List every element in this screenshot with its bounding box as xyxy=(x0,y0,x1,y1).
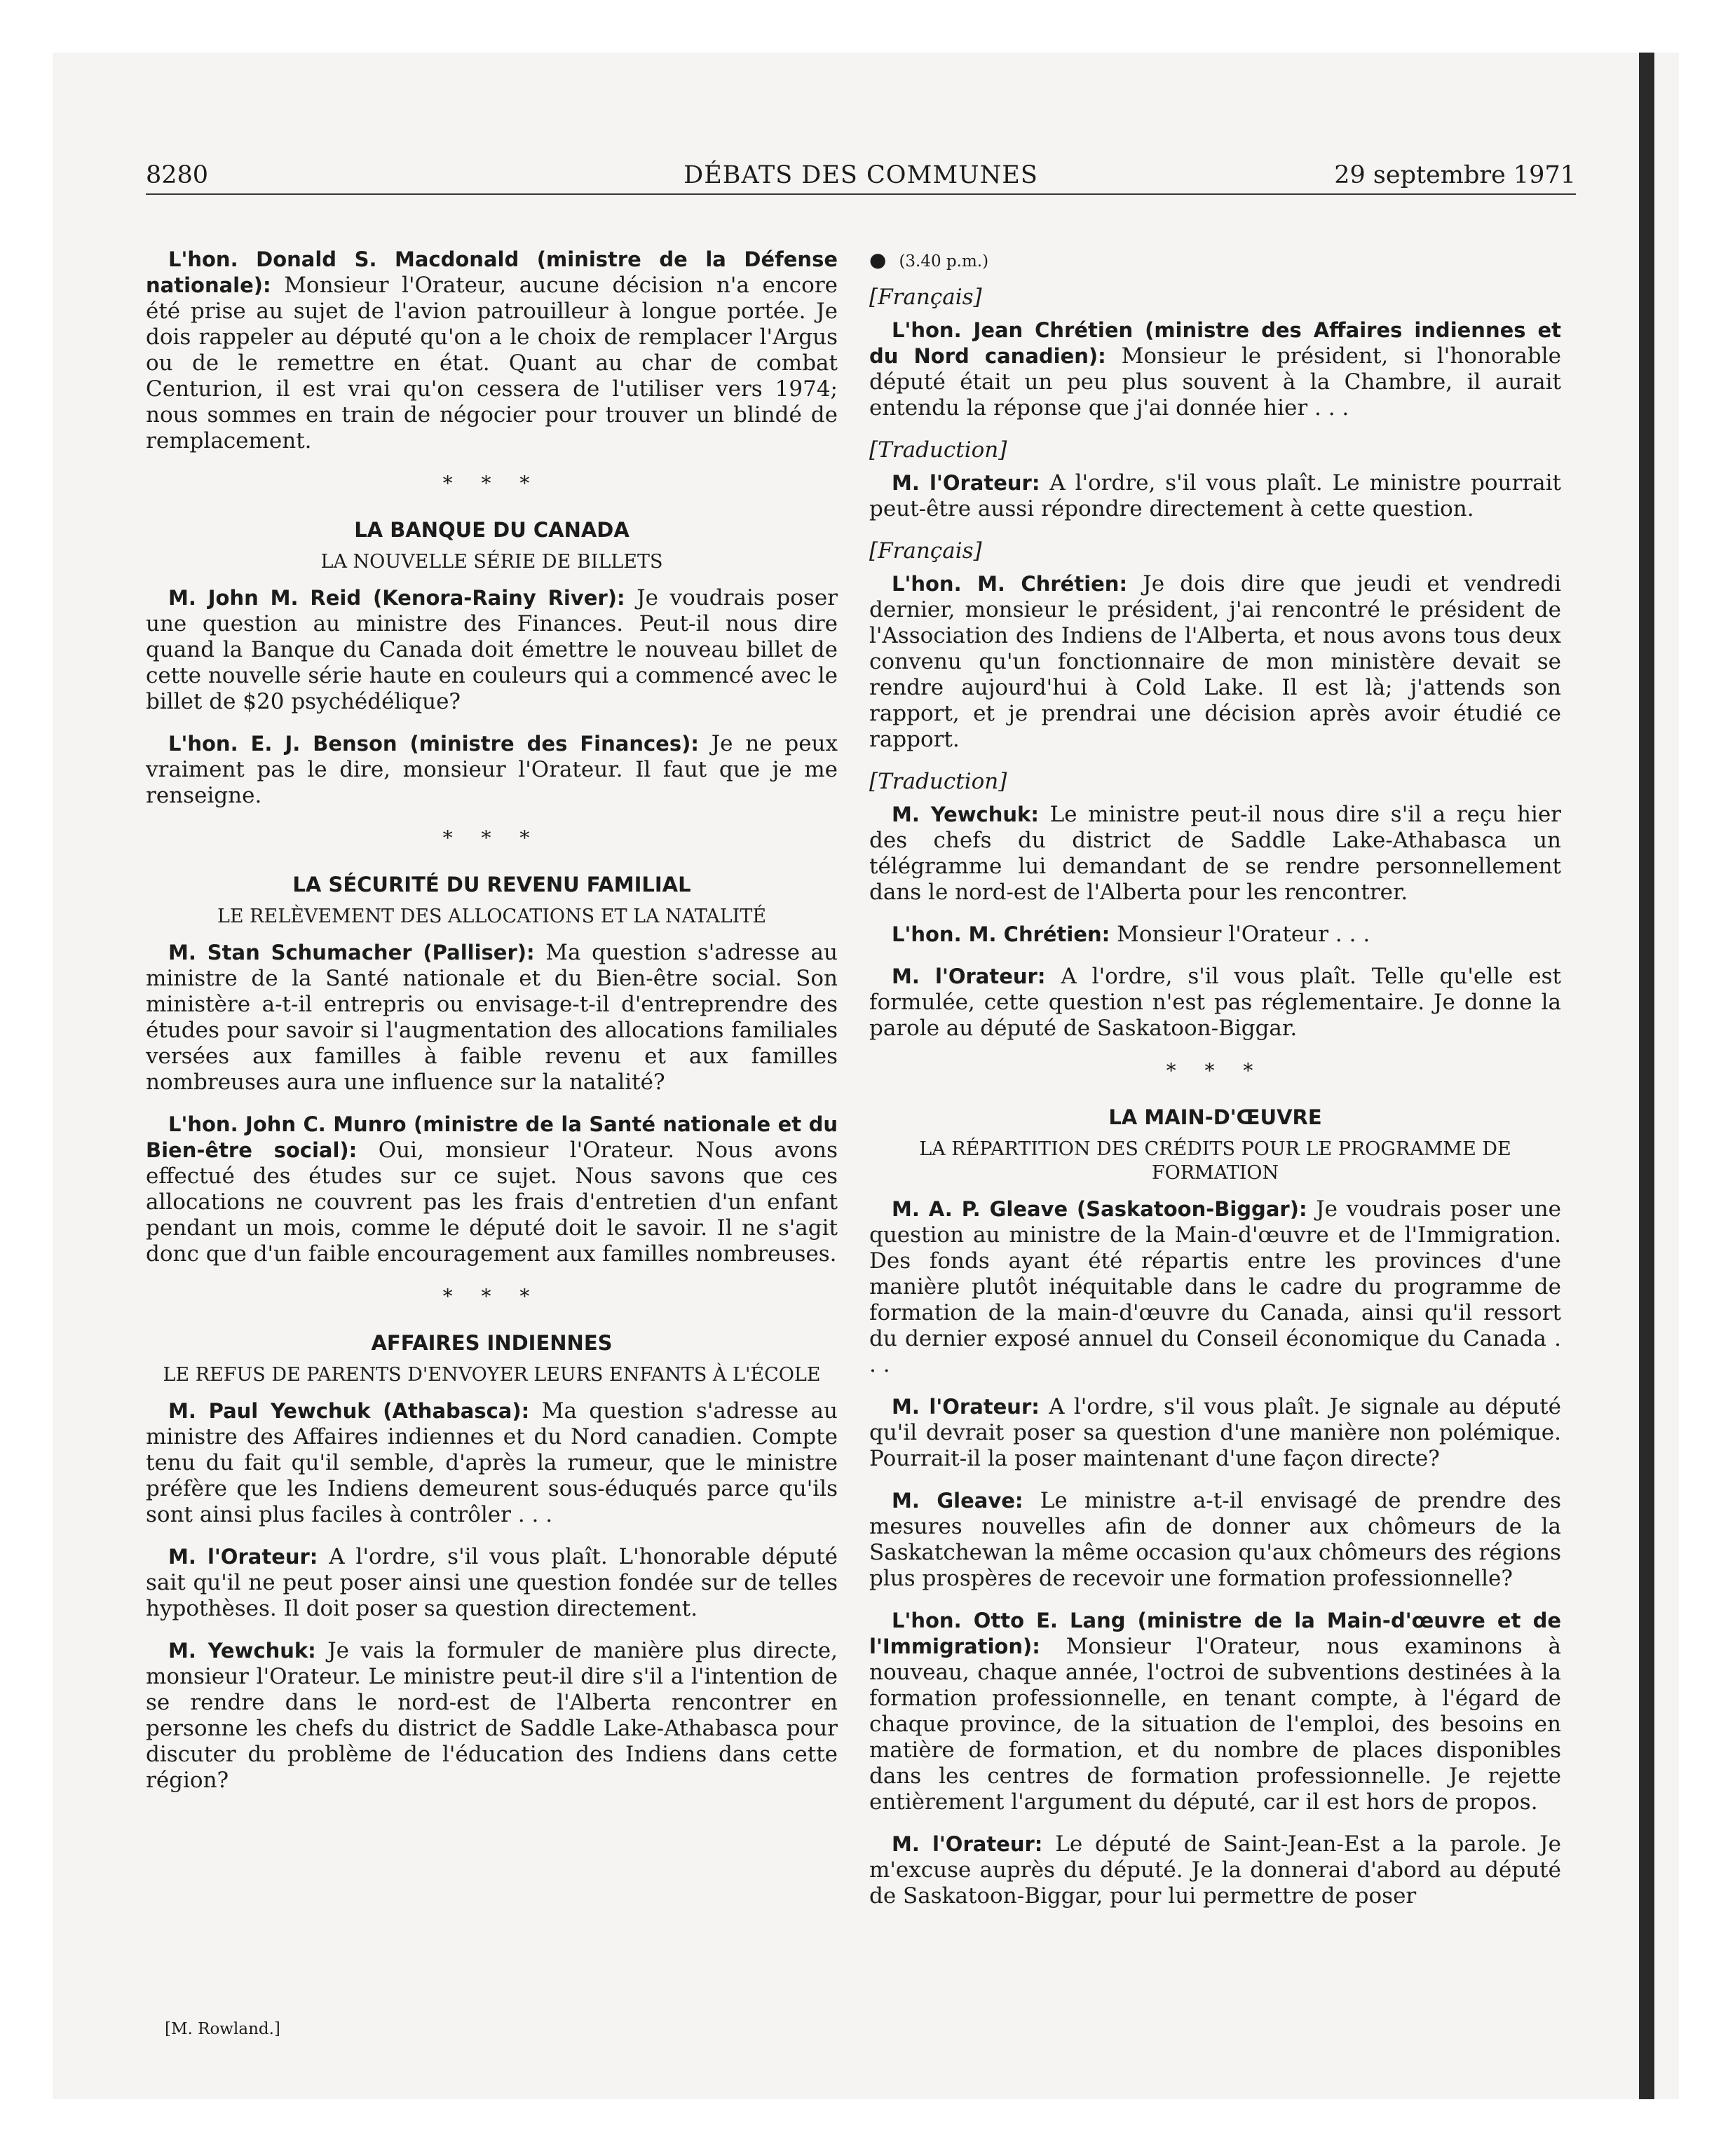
language-marker: [Français] xyxy=(869,538,982,564)
language-marker: [Traduction] xyxy=(869,437,1007,463)
speaker-name: M. l'Orateur: xyxy=(892,1395,1040,1419)
section-subheading: LE REFUS DE PARENTS D'ENVOYER LEURS ENFANTS À L'ÉCOLE xyxy=(163,1364,821,1386)
speech-paragraph xyxy=(869,1831,1561,1909)
speech-text: Je dois dire que jeudi et vendredi dernier, monsieur le président, j'ai rencontré le président de l'Association des Indiens de l'Alberta, et nous avons tous deux convenu qu'un fonctionnaire de mon ministère devait se rendre aujourd'hui à Cold Lake. Il est là; j'attends son rapport, et je prendrai une décision après avoir étudié ce rapport. xyxy=(869,571,1561,752)
section-separator: * * * xyxy=(442,826,541,850)
speech-text: A l'ordre, s'il vous plaît. L'honorable député sait qu'il ne peut poser ainsi une question fondée sur de telles hypothèses. Il doit poser sa question directement. xyxy=(146,1544,838,1621)
bullet-icon: ● xyxy=(869,248,887,271)
speech-text: Le ministre peut-il nous dire s'il a reçu hier des chefs du district de Saddle Lake-Athabasca un télégramme lui demandant de se rendre personnellement dans le nord-est de l'Alberta pour les rencontrer. xyxy=(869,802,1561,905)
speech-text: Je vais la formuler de manière plus directe, monsieur l'Orateur. Le ministre peut-il dire s'il a l'intention de se rendre dans le nord-est de l'Alberta rencontrer en personne les chefs du district de Saddle Lake-Athabasca pour discuter du problème de l'éducation des Indiens dans cette région? xyxy=(146,1638,838,1793)
time-text: (3.40 p.m.) xyxy=(899,252,989,271)
speech-paragraph xyxy=(146,1398,838,1528)
speech-paragraph xyxy=(869,470,1561,522)
speech-text: Je ne peux vraiment pas le dire, monsieur l'Orateur. Il faut que je me renseigne. xyxy=(146,731,838,808)
section-heading: LA SÉCURITÉ DU REVENU FAMILIAL xyxy=(292,873,691,896)
section-heading: AFFAIRES INDIENNES xyxy=(371,1331,613,1355)
speaker-name: M. l'Orateur: xyxy=(168,1545,318,1569)
section-heading: LA BANQUE DU CANADA xyxy=(354,518,630,542)
speaker-name: M. l'Orateur: xyxy=(892,1832,1043,1856)
speaker-name: L'hon. M. Chrétien: xyxy=(892,922,1110,946)
section-heading: LA MAIN-D'ŒUVRE xyxy=(1108,1105,1322,1129)
speaker-name: L'hon. E. J. Benson (ministre des Finances): xyxy=(168,732,699,756)
speaker-name: M. Yewchuk: xyxy=(892,803,1039,826)
speech-text: Monsieur l'Orateur . . . xyxy=(1117,922,1370,947)
speaker-name: L'hon. Jean Chrétien (ministre des Affaires indiennes et du Nord canadien): xyxy=(869,318,1561,368)
speaker-name: M. Stan Schumacher (Palliser): xyxy=(168,941,535,964)
speaker-name: M. l'Orateur: xyxy=(892,964,1046,988)
speech-paragraph xyxy=(869,571,1561,753)
speech-paragraph xyxy=(869,922,1561,948)
speech-text: Ma question s'adresse au ministre de la Santé nationale et du Bien-être social. Son ministère a-t-il entrepris ou envisage-t-il d'entreprendre des études pour savoir si l'augmentation des allocations familiales versées aux familles à faible revenu et aux familles nombreuses aura une influence sur la natalité? xyxy=(146,940,838,1095)
speech-paragraph xyxy=(869,1608,1561,1815)
speaker-name: L'hon. M. Chrétien: xyxy=(892,572,1128,596)
speaker-name: M. l'Orateur: xyxy=(892,471,1040,495)
page-number: 8280 xyxy=(146,161,209,189)
speech-paragraph xyxy=(869,1196,1561,1378)
speech-text: Le député de Saint-Jean-Est a la parole. Je m'excuse auprès du député. Je la donnerai d'abord au député de Saskatoon-Biggar, pour lui permettre de poser xyxy=(869,1831,1561,1909)
speaker-name: M. A. P. Gleave (Saskatoon-Biggar): xyxy=(892,1197,1307,1221)
left-column xyxy=(146,247,838,1810)
right-column xyxy=(869,247,1561,1925)
section-separator: * * * xyxy=(1166,1059,1265,1082)
speech-paragraph xyxy=(869,964,1561,1042)
speech-text: Ma question s'adresse au ministre des Affaires indiennes et du Nord canadien. Compte tenu du fait qu'il semble, d'après la rumeur, que le ministre préfère que les Indiens demeurent sous-éduqués parce qu'ils sont ainsi plus faciles à contrôler . . . xyxy=(146,1398,838,1527)
speech-text: A l'ordre, s'il vous plaît. Le ministre pourrait peut-être aussi répondre directement à cette question. xyxy=(869,470,1562,521)
speech-text: Monsieur l'Orateur, nous examinons à nouveau, chaque année, l'octroi de subventions destinées à la formation professionnelle, en tenant compte, à l'égard de chaque province, de la situation de l'emploi, des besoins en matière de formation, et du nombre de places disponibles dans les centres de formation professionnelle. Je rejette entièrement l'argument du député, car il est hors de propos. xyxy=(869,1634,1561,1815)
speech-paragraph xyxy=(869,318,1561,421)
time-marker xyxy=(869,247,1561,275)
speaker-name: L'hon. Donald S. Macdonald (ministre de la Défense nationale): xyxy=(146,247,838,297)
speech-text: Je voudrais poser une question au ministre de la Main-d'œuvre et de l'Immigration. Des fonds ayant été répartis entre les provinces d'une manière plutôt inéquitable dans le cadre du programme de formation de la main-d'œuvre du Canada, ainsi qu'il ressort du dernier exposé annuel du Conseil économique du Canada . . . xyxy=(869,1196,1561,1377)
speech-paragraph xyxy=(146,1638,838,1794)
speaker-name: L'hon. John C. Munro (ministre de la Santé nationale et du Bien-être social): xyxy=(146,1112,838,1162)
page-header xyxy=(146,160,1576,195)
speaker-name: M. Gleave: xyxy=(892,1489,1023,1513)
speech-paragraph xyxy=(146,731,838,809)
speech-paragraph xyxy=(869,1394,1561,1472)
speech-text: A l'ordre, s'il vous plaît. Telle qu'elle est formulée, cette question n'est pas réglementaire. Je donne la parole au député de Saskatoon-Biggar. xyxy=(869,964,1562,1041)
page-date: 29 septembre 1971 xyxy=(1334,161,1576,189)
section-subheading: LA RÉPARTITION DES CRÉDITS POUR LE PROGRAMME DE FORMATION xyxy=(919,1138,1511,1184)
speech-text: Oui, monsieur l'Orateur. Nous avons effectué des études sur ce sujet. Nous savons que ces allocations ne couvrent pas les frais d'entretien d'un enfant pendant un mois, comme le député doit le savoir. Il ne s'agit donc que d'un faible encouragement aux familles nombreuses. xyxy=(146,1138,838,1267)
speech-paragraph xyxy=(146,940,838,1096)
speech-text: Monsieur l'Orateur, aucune décision n'a encore été prise au sujet de l'avion patrouilleur à longue portée. Je dois rappeler au député qu'on a le choix de remplacer l'Argus ou de le remettre en état. Quant au char de combat Centurion, il est vrai qu'on cessera de l'utiliser vers 1974; nous sommes en train de négocier pour trouver un blindé de remplacement. xyxy=(146,273,838,453)
language-marker: [Traduction] xyxy=(869,769,1007,794)
speech-paragraph xyxy=(869,1488,1561,1592)
speech-paragraph xyxy=(869,802,1561,906)
page-footer: [M. Rowland.] xyxy=(165,2020,280,2038)
language-marker: [Français] xyxy=(869,285,982,310)
speaker-name: L'hon. Otto E. Lang (ministre de la Main-d'œuvre et de l'Immigration): xyxy=(869,1609,1561,1658)
section-separator: * * * xyxy=(442,472,541,495)
speech-text: Je voudrais poser une question au ministre des Finances. Peut-il nous dire quand la Banque du Canada doit émettre le nouveau billet de cette nouvelle série haute en couleurs qui a commencé avec le billet de $20 psychédélique? xyxy=(146,585,838,714)
speech-text: A l'ordre, s'il vous plaît. Je signale au député qu'il devrait poser sa question d'une manière non polémique. Pourrait-il la poser maintenant d'une façon directe? xyxy=(869,1394,1561,1471)
speech-paragraph xyxy=(146,585,838,715)
speech-text: Le ministre a-t-il envisagé de prendre des mesures nouvelles afin de donner aux chômeurs de la Saskatchewan la même occasion qu'aux chômeurs des régions plus prospères de recevoir une formation professionnelle? xyxy=(869,1488,1562,1591)
section-separator: * * * xyxy=(442,1285,541,1308)
section-subheading: LA NOUVELLE SÉRIE DE BILLETS xyxy=(320,551,663,573)
speaker-name: M. Yewchuk: xyxy=(168,1639,316,1663)
publication-title: DÉBATS DES COMMUNES xyxy=(683,161,1038,189)
speech-paragraph xyxy=(146,247,838,454)
section-subheading: LE RELÈVEMENT DES ALLOCATIONS ET LA NATALITÉ xyxy=(217,906,767,927)
speech-paragraph xyxy=(146,1544,838,1622)
speech-text: Monsieur le président, si l'honorable député était un peu plus souvent à la Chambre, il aurait entendu la réponse que j'ai donnée hier . . . xyxy=(869,343,1561,421)
speaker-name: M. John M. Reid (Kenora-Rainy River): xyxy=(168,586,625,610)
scan-edge-shadow xyxy=(1639,53,1654,2099)
speaker-name: M. Paul Yewchuk (Athabasca): xyxy=(168,1399,530,1423)
speech-paragraph xyxy=(146,1112,838,1267)
